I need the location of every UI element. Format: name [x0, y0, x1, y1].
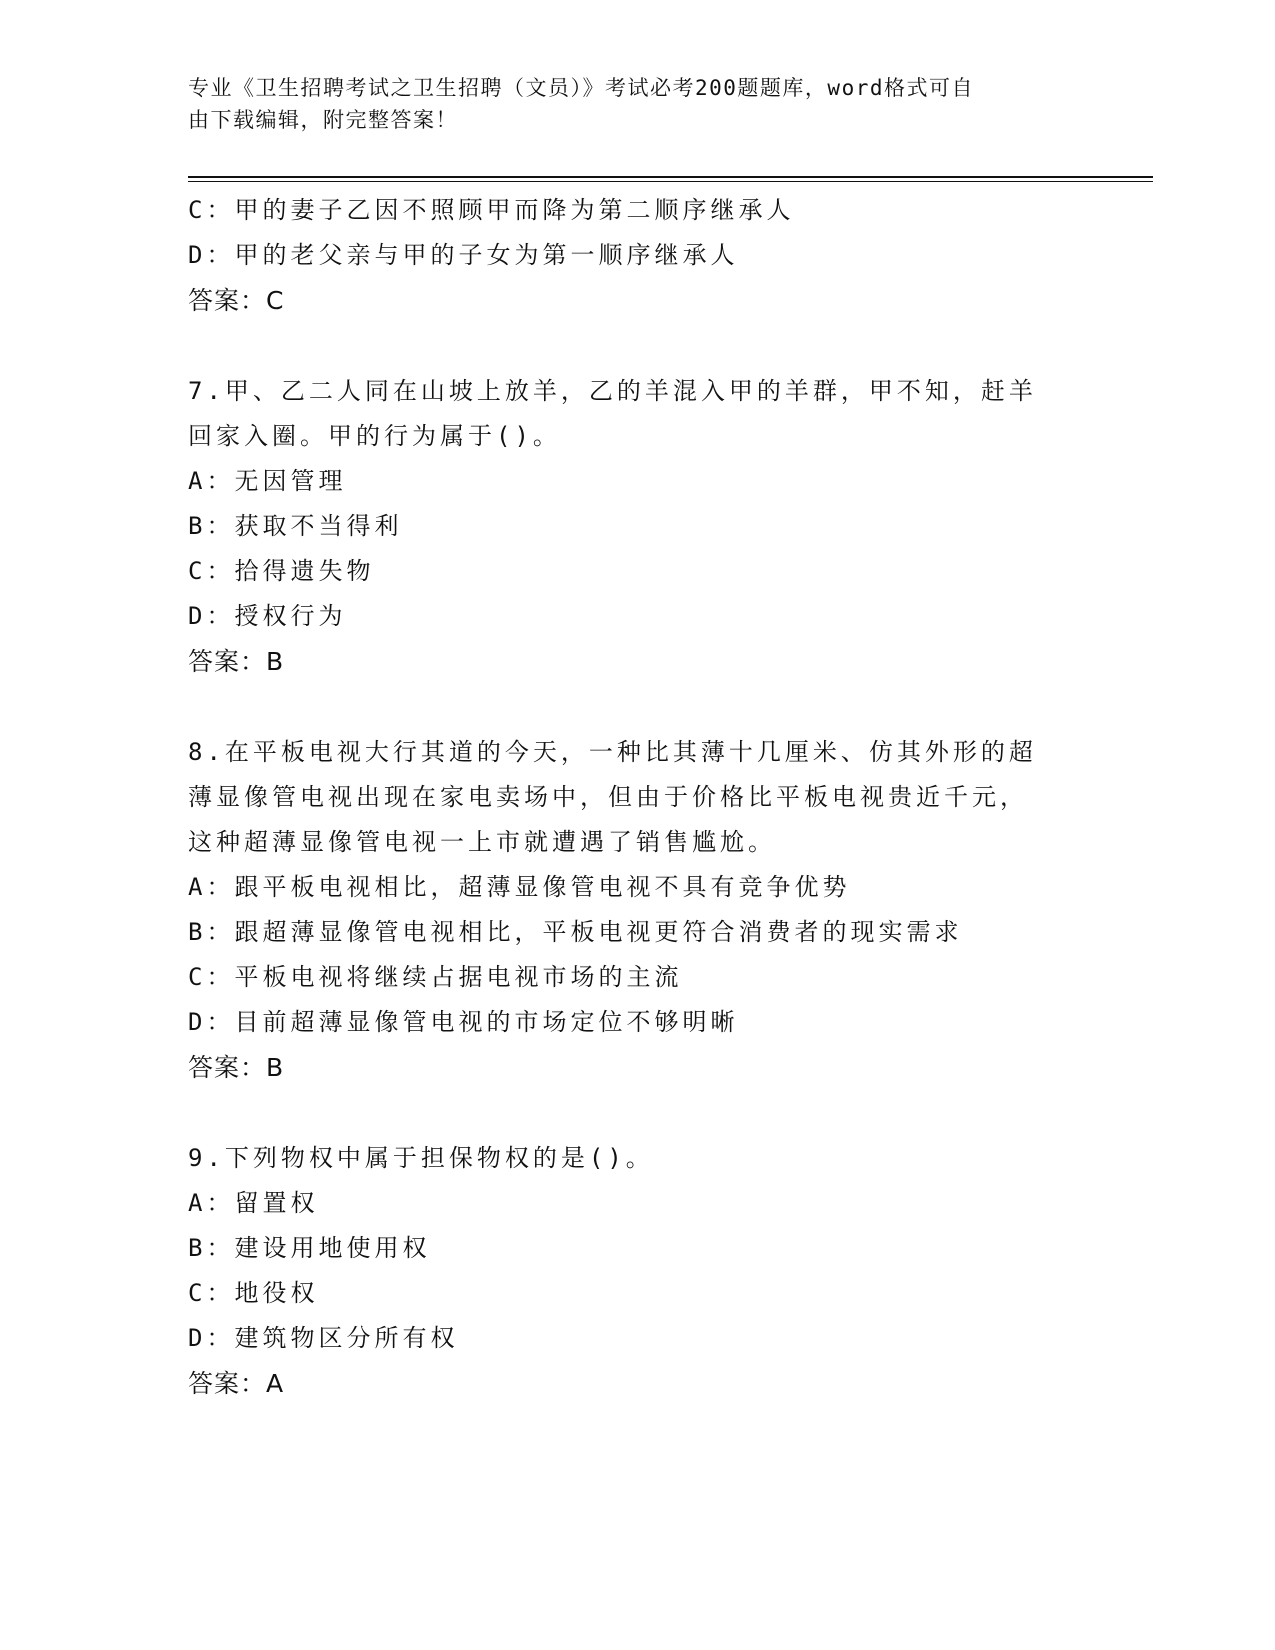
question-9-option-d: D：建筑物区分所有权	[188, 1324, 459, 1352]
question-8-stem-line-3: 这种超薄显像管电视一上市就遭遇了销售尴尬。	[188, 828, 776, 856]
question-8-answer: 答案：B	[188, 1053, 285, 1082]
question-7-stem-line-1: 7.甲、乙二人同在山坡上放羊，乙的羊混入甲的羊群，甲不知，赶羊	[188, 377, 1037, 405]
document-header	[188, 72, 1068, 136]
question-6-block	[188, 188, 1088, 323]
question-9-stem-line-1: 9.下列物权中属于担保物权的是()。	[188, 1144, 654, 1172]
question-8-stem-line-1: 8.在平板电视大行其道的今天，一种比其薄十几厘米、仿其外形的超	[188, 738, 1037, 766]
question-7-option-a: A：无因管理	[188, 467, 347, 495]
question-7-option-d: D：授权行为	[188, 602, 347, 630]
question-spacer	[188, 323, 1088, 369]
question-spacer	[188, 684, 1088, 730]
header-divider-thick	[188, 176, 1153, 178]
question-8-option-c: C：平板电视将继续占据电视市场的主流	[188, 963, 683, 991]
question-7-stem-line-2: 回家入圈。甲的行为属于()。	[188, 422, 561, 450]
question-8-block	[188, 730, 1088, 1090]
question-9-block	[188, 1136, 1088, 1406]
question-8-option-a: A：跟平板电视相比，超薄显像管电视不具有竞争优势	[188, 873, 851, 901]
question-9-option-b: B：建设用地使用权	[188, 1234, 431, 1262]
question-6-option-d: D：甲的老父亲与甲的子女为第一顺序继承人	[188, 241, 739, 269]
question-7-option-b: B：获取不当得利	[188, 512, 403, 540]
question-7-option-c: C：拾得遗失物	[188, 557, 375, 585]
question-spacer	[188, 1090, 1088, 1136]
header-divider-thin	[188, 181, 1153, 182]
question-6-answer: 答案：C	[188, 286, 285, 315]
question-list	[188, 188, 1088, 1406]
question-6-option-c: C：甲的妻子乙因不照顾甲而降为第二顺序继承人	[188, 196, 795, 224]
question-8-option-d: D：目前超薄显像管电视的市场定位不够明晰	[188, 1008, 739, 1036]
question-8-stem-line-2: 薄显像管电视出现在家电卖场中，但由于价格比平板电视贵近千元，	[188, 783, 1028, 811]
question-9-option-c: C：地役权	[188, 1279, 319, 1307]
question-7-answer: 答案：B	[188, 647, 285, 676]
question-8-option-b: B：跟超薄显像管电视相比，平板电视更符合消费者的现实需求	[188, 918, 963, 946]
header-line-2: 由下载编辑，附完整答案！	[188, 108, 458, 132]
question-9-answer: 答案：A	[188, 1369, 285, 1398]
question-7-block	[188, 369, 1088, 684]
question-9-option-a: A：留置权	[188, 1189, 319, 1217]
header-line-1: 专业《卫生招聘考试之卫生招聘（文员）》考试必考200题题库，word格式可自	[188, 76, 974, 100]
